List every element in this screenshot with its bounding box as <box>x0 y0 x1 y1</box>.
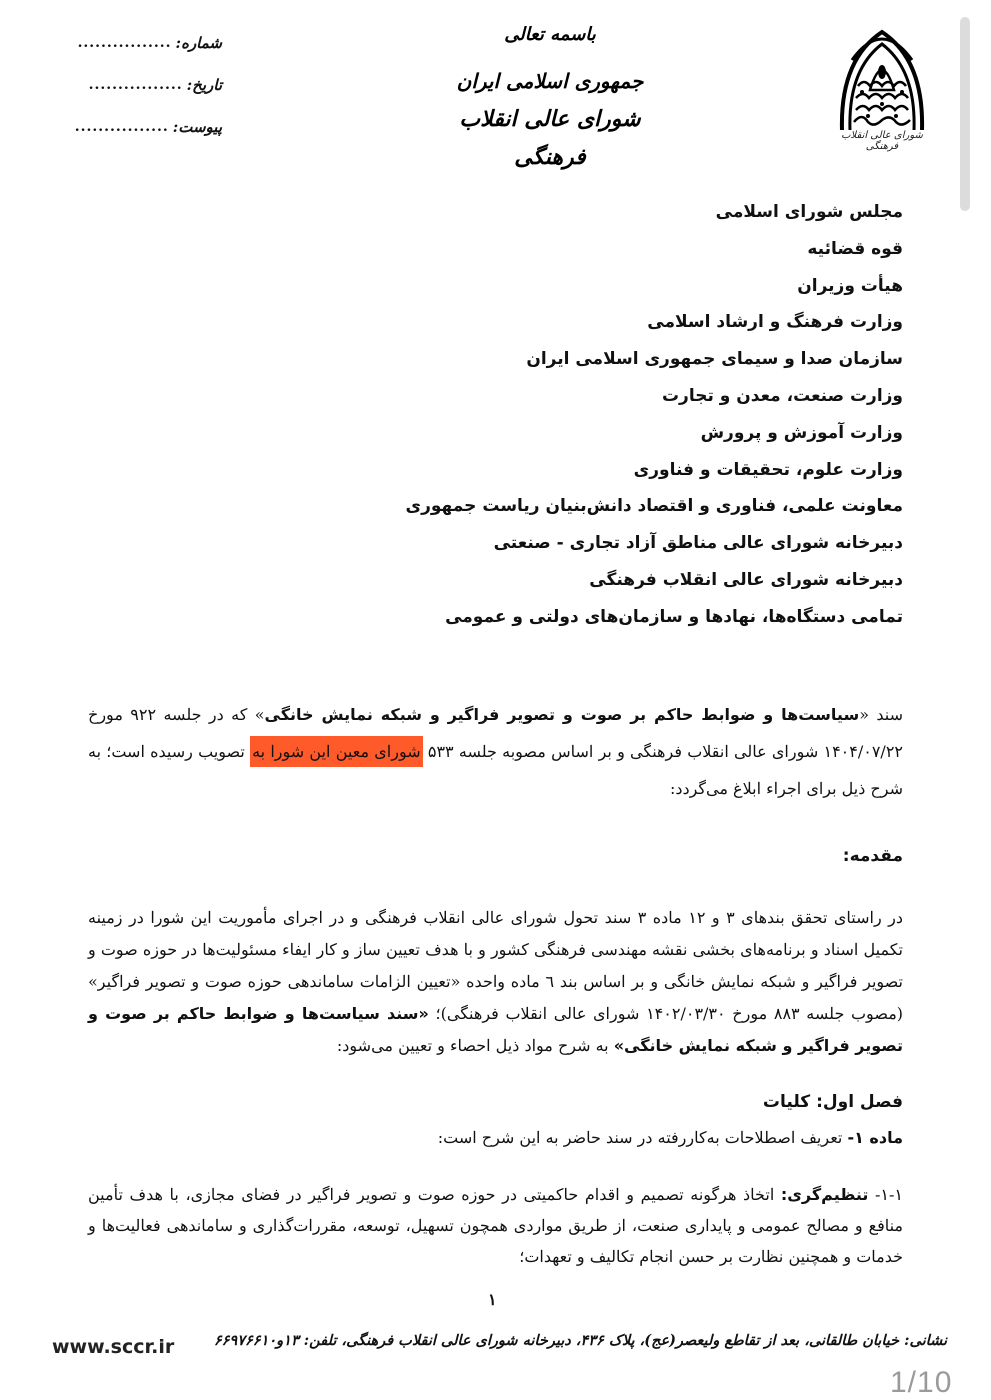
intro-text-middle: » که در جلسه ۹۲۲ مورخ ۱۴۰۴/۰۷/۲۲ شورای عالی انقلاب فرهنگی و بر اساس مصوبه جلسه ۵۳۳ <box>88 705 903 761</box>
article-1 <box>438 1128 903 1147</box>
preface-text-start: در راستای تحقق بندهای ۳ و ۱۲ ماده ۳ سند تحول شورای عالی انقلاب فرهنگی و در اجرای مأموریت این شورا در زمینه تکمیل اسناد و برنامه‌های بخشی نقشه مهندسی فرهنگی کشور و با هدف تعیین ساز و کار ایفاء مسئولیت‌ها در حوزه صوت و تصویر فراگیر و شبکه نمایش خانگی و بر اساس بند ٦ ماده واحده «تعیین الزامات ساماندهی حوزه صوت و تصویر فراگیر» (مصوب جلسه ۸۸۳ مورخ ۱۴۰۲/۰۳/۳۰ شورای عالی انقلاب فرهنگی)؛ <box>88 908 904 1023</box>
intro-text-start: سند « <box>859 705 904 724</box>
recipient-item: هیأت وزیران <box>797 275 903 296</box>
country-name: جمهوری اسلامی ایران <box>456 69 644 93</box>
article-label: ماده ۱- <box>847 1128 903 1147</box>
meta-date-label: تاریخ: <box>186 76 222 94</box>
page-number: ۱ <box>488 1290 497 1309</box>
definition-1-1 <box>88 1179 903 1272</box>
page-indicator: 1/10 <box>890 1366 953 1399</box>
meta-attachment-row <box>52 106 222 148</box>
recipient-item: سازمان صدا و سیمای جمهوری اسلامی ایران <box>526 349 903 370</box>
meta-attachment-label: پیوست: <box>172 118 222 136</box>
definition-term: تنظیم‌گری: <box>780 1185 869 1204</box>
preface-heading: مقدمه: <box>842 846 903 866</box>
meta-date-row <box>52 64 222 106</box>
chapter-heading: فصل اول: کلیات <box>762 1092 903 1112</box>
recipient-item: وزارت علوم، تحقیقات و فناوری <box>633 459 903 480</box>
recipient-item: وزارت فرهنگ و ارشاد اسلامی <box>647 312 903 333</box>
scrollbar-thumb[interactable] <box>960 17 970 211</box>
meta-attachment-value: ................ <box>74 119 169 135</box>
article-text: تعریف اصطلاحات به‌کاررفته در سند حاضر به این شرح است: <box>437 1128 848 1147</box>
footer-website: www.sccr.ir <box>52 1336 175 1358</box>
intro-text-end: تصویب رسیده است؛ به شرح ذیل برای اجراء ابلاغ می‌گردد: <box>88 742 903 798</box>
recipient-item: تمامی دستگاه‌ها، نهادها و سازمان‌های دولتی و عمومی <box>445 606 903 627</box>
council-name: شورای عالی انقلاب فرهنگی <box>459 106 641 170</box>
recipient-item: دبیرخانه شورای عالی انقلاب فرهنگی <box>589 569 903 590</box>
bismillah-text: باسمه تعالی <box>504 24 596 45</box>
recipient-item: وزارت صنعت، معدن و تجارت <box>661 385 903 406</box>
meta-number-value: ................ <box>77 35 172 51</box>
preface-bold-title: «سند سیاست‌ها و ضوابط حاکم بر صوت و تصویر فراگیر و شبکه نمایش خانگی» <box>88 1004 903 1055</box>
logo-caption: شورای عالی انقلاب فرهنگی <box>841 130 923 152</box>
recipient-item: دبیرخانه شورای عالی مناطق آزاد تجاری - صنعتی <box>493 533 903 554</box>
preface-text-end: به شرح مواد ذیل احصاء و تعیین می‌شود: <box>336 1036 614 1055</box>
meta-date-value: ................ <box>88 77 183 93</box>
definition-text: اتخاذ هرگونه تصمیم و اقدام حاکمیتی در حوزه صوت و تصویر فراگیر در فضای مجازی، با هدف تأمین منافع و مصالح عمومی و پایداری صنعت، از طریق مواردی همچون تسهیل، توسعه، مقررات‌گذاری و ساماندهی فعالیت‌ها و خدمات و همچنین نظارت بر حسن انجام تکالیف و تعهدات؛ <box>88 1185 904 1266</box>
letterhead-title <box>430 18 670 176</box>
footer-address: نشانی: خیابان طالقانی، بعد از تقاطع ولیعصر(عج)، پلاک ۴۳۶، دبیرخانه شورای عالی انقلاب فرهنگی، تلفن: ۱۳و۶۶۹۷۶۶۱۰ <box>213 1332 947 1349</box>
meta-number-row <box>52 22 222 64</box>
recipient-item: مجلس شورای اسلامی <box>715 202 903 222</box>
letter-meta-fields <box>52 22 222 148</box>
recipients-list <box>383 194 903 636</box>
recipient-item: معاونت علمی، فناوری و اقتصاد دانش‌بنیان ریاست جمهوری <box>405 496 903 517</box>
definition-number: ۱-۱- <box>868 1185 903 1204</box>
preface-paragraph <box>88 902 903 1062</box>
recipient-item: وزارت آموزش و پرورش <box>700 422 903 443</box>
highlighted-text[interactable]: شورای معین این شورا به <box>250 736 423 767</box>
document-title-bold: سیاست‌ها و ضوابط حاکم بر صوت و تصویر فراگیر و شبکه نمایش خانگی <box>264 705 860 724</box>
meta-number-label: شماره: <box>175 34 222 52</box>
recipient-item: قوه قضائیه <box>807 238 903 259</box>
intro-paragraph <box>88 696 903 807</box>
